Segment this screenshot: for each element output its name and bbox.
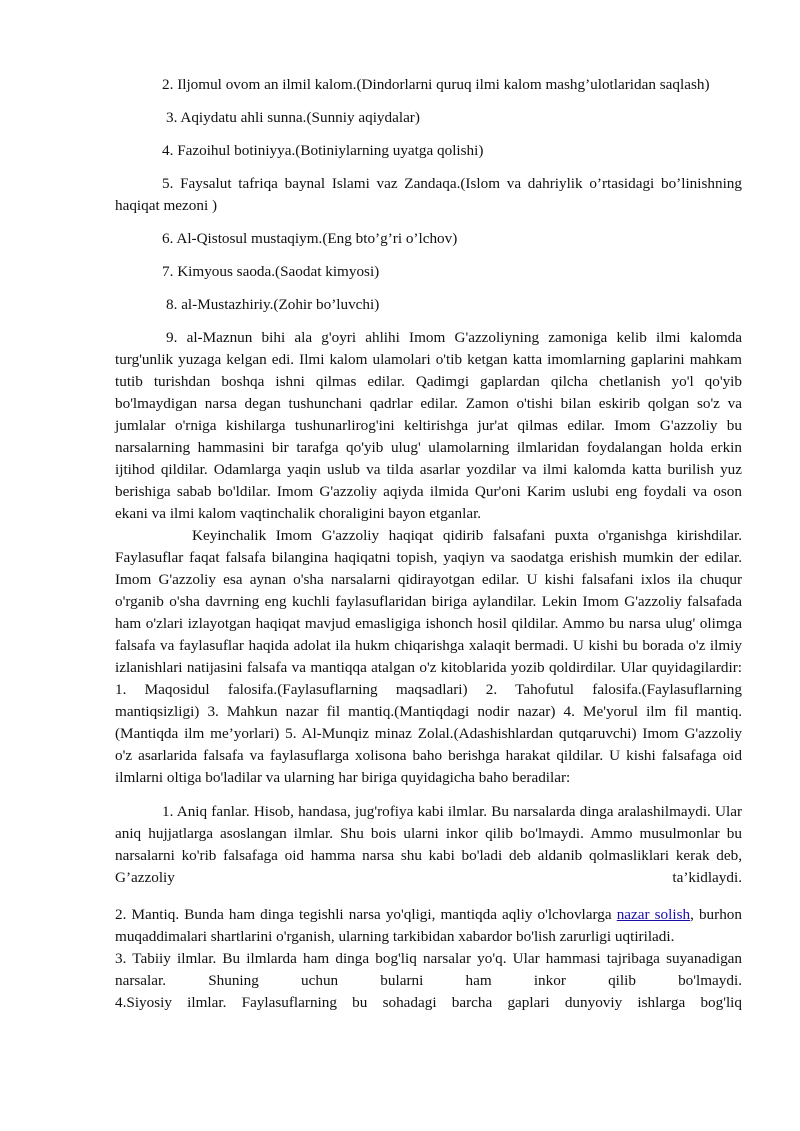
list-item-3: 3. Aqiydatu ahli sunna.(Sunniy aqiydalar) xyxy=(166,109,420,126)
section-siyosiy-ilmlar: 4.Siyosiy ilmlar. Faylasuflarning bu sohadagi barcha gaplari dunyoviy ishlarga bog'liq xyxy=(115,994,742,1012)
list-item-6: 6. Al-Qistosul mustaqiym.(Eng bto’g’ri o’lchov) xyxy=(162,230,458,247)
section-mantiq-text-start: 2. Mantiq. Bunda ham dinga tegishli narsa yo'qligi, mantiqda aqliy o'lchovlarga xyxy=(115,906,617,924)
nazar-solish-link[interactable]: nazar solish xyxy=(616,906,691,924)
paragraph-al-maznun: 9. al-Maznun bihi ala g'oyri ahlihi Imom G'azzoliyning zamoniga kelib ilmi kalomda turg'unlik yuzaga kelgan edi. Ilmi kalom ulamolari o'tib ketgan katta imomlarning gaplarini mahkam tutib turishdan boshqa ishni qilmas edilar. Qadimgi gaplardan qilcha chetlanish yo'l qo'yib bo'lmaydigan narsa degan tushunchani qadrlar edilar. Zamon o'tishi bilan eskirib qolgan so'z va jumlalar o'rniga kishilarga tushunarlirog'ini keltirishga jur'at qilmas edilar. Imom G'azzoliy bu narsalarning hammasini bir tarafga qo'yib ulug' ulamolarning ilmlaridan foydalangan holda erkin ijtihod qildilar. Odamlarga yaqin uslub va tilda asarlar yozdilar va ilmi kalomda katta burilish yuz berishiga sabab bo'ldilar. Imom G'azzoliy aqiyda ilmida Qur'oni Karim uslubi eng foydali va oson ekani va ilmi kalom vaqtinchalik choraligini bayon etganlar. xyxy=(115,329,742,522)
section-mantiq xyxy=(115,904,742,948)
list-item-5: 5. Faysalut tafriqa baynal Islami vaz Zandaqa.(Islom va dahriylik o’rtasidagi bo’linishning haqiqat mezoni ) xyxy=(115,175,742,214)
section-tabiiy-ilmlar: 3. Tabiiy ilmlar. Bu ilmlarda ham dinga bog'liq narsalar yo'q. Ular hammasi tajribaga suyanadigan narsalar. Shuning uchun bularni ham inkor qilib bo'lmaydi. xyxy=(115,950,742,990)
list-item-8: 8. al-Mustazhiriy.(Zohir bo’luvchi) xyxy=(166,296,380,313)
list-item-2: 2. Iljomul ovom an ilmil kalom.(Dindorlarni quruq ilmi kalom mashg’ulotlaridan saqlash) xyxy=(162,76,710,93)
document-body xyxy=(115,74,742,1014)
section-mantiq-text-end: , burhon muqaddimalari shartlarini o'rganish, ularning tarkibidan xabardor bo'lish zarurligi uqtiriladi. xyxy=(115,906,742,946)
section-aniq-fanlar: 1. Aniq fanlar. Hisob, handasa, jug'rofiya kabi ilmlar. Bu narsalarda dinga aralashilmaydi. Ular aniq hujjatlarga asoslangan ilmlar. Shu bois ularni inkor qilib bo'lmaydi. Ammo musulmonlar bu narsalarni ko'rib falsafaga oid hamma narsa shu kabi bo'ladi deb aldanib qolmasliklari kerak deb, G’azzoliy ta’kidlaydi. xyxy=(115,803,742,886)
list-item-7: 7. Kimyous saoda.(Saodat kimyosi) xyxy=(162,263,380,280)
paragraph-keyinchalik: Keyinchalik Imom G'azzoliy haqiqat qidirib falsafani puxta o'rganishga kirishdilar. Faylasuflar faqat falsafa bilangina haqiqatni topish, yaqiyn va saodatga erishish mumkin der edilar. Imom G'azzoliy esa aynan o'sha narsalarni qidirayotgan edilar. U kishi falsafani ixlos ila chuqur o'rganib o'sha davrning eng kuchli faylasuflaridan biriga aylandilar. Lekin Imom G'azzoliy falsafada ham o'zlari izlayotgan haqiqat mavjud emasligiga ishonch hosil qildilar. Ammo bu narsa ulug' olimga falsafa va faylasuflar haqida adolat ila hukm chiqarishga xalaqit bermadi. U kishi bu borada o'z ilmiy izlanishlari natijasini falsafa va mantiqqa atalgan o'z kitoblarida yozib qoldirdilar. Ular quyidagilardir: 1. Maqosidul falosifa.(Faylasuflarning maqsadlari) 2. Tahofutul falosifa.(Faylasuflarning mantiqsizligi) 3. Mahkun nazar fil mantiq.(Mantiqdagi nodir nazar) 4. Me'yorul ilm fil mantiq.(Mantiqda ilm me’yorlari) 5. Al-Munqiz minaz Zolal.(Adashishlardan qutqaruvchi) Imom G'azzoliy o'z asarlarida falsafa va faylasuflarga xolisona baho berishga harakat qildilar. U kishi falsafaga oid ilmlarni oltiga bo'ladilar va ularning har biriga quyidagicha baho beradilar: xyxy=(115,527,742,786)
list-item-4: 4. Fazoihul botiniyya.(Botiniylarning uyatga qolishi) xyxy=(162,142,484,159)
